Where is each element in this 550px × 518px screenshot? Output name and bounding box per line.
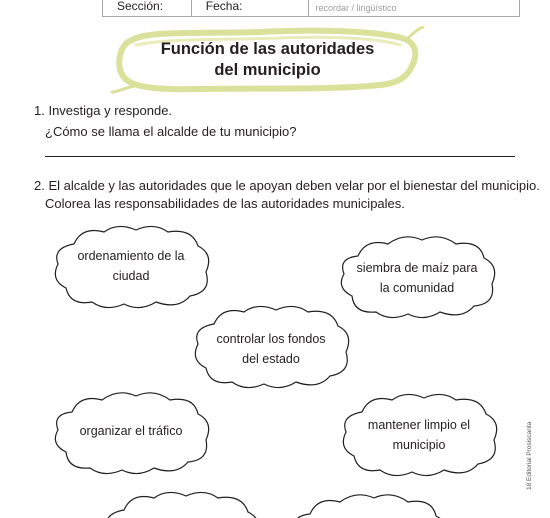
title-line-2: del municipio	[214, 61, 321, 79]
cloud-label-line-2: la comunidad	[379, 281, 455, 295]
cloud-label-line-1: controlar los fondos	[216, 332, 326, 346]
cloud-label-line-2: del estado	[242, 352, 300, 366]
cloud-controlar[interactable]	[186, 302, 356, 390]
cloud-label-line-2: ciudad	[112, 269, 150, 283]
publisher-credit: 18 Editorial Prosiscanta	[526, 421, 533, 490]
page-title	[140, 39, 395, 81]
cloud-label-line-2: municipio	[392, 438, 446, 452]
cloud-siembra[interactable]	[332, 232, 502, 320]
section-label: Sección:	[117, 0, 164, 13]
question-1-prompt: 1. Investiga y responde.	[34, 103, 173, 118]
skill-note: recordar / lingüístico	[315, 3, 397, 13]
cloud-trafico[interactable]	[46, 388, 216, 476]
section-cell	[103, 0, 192, 16]
cloud-label-line-1: organizar el tráfico	[79, 424, 183, 438]
question-2-sub: Colorea las responsabilidades de las autoridades municipales.	[45, 196, 405, 211]
answer-line[interactable]	[45, 156, 515, 157]
cloud-label-line-1: ordenamiento de la	[77, 249, 185, 263]
cloud-shape	[284, 490, 454, 518]
skill-cell	[309, 0, 519, 16]
cloud-partial-left[interactable]	[96, 488, 266, 518]
title-line-1: Función de las autoridades	[160, 40, 375, 58]
date-cell	[192, 0, 309, 16]
cloud-partial-right[interactable]	[284, 490, 454, 518]
cloud-label-line-1: siembra de maíz para	[356, 261, 478, 275]
question-1-sub: ¿Cómo se llama el alcalde de tu municipio?	[45, 124, 297, 139]
date-label: Fecha:	[205, 0, 243, 13]
title-banner	[110, 26, 425, 94]
cloud-label-line-1: mantener limpio el	[367, 418, 471, 432]
cloud-shape	[96, 488, 266, 518]
question-2-prompt: 2. El alcalde y las autoridades que le apoyan deben velar por el bienestar del municipio.	[34, 178, 540, 193]
cloud-ordenamiento[interactable]	[46, 222, 216, 310]
cloud-mantener[interactable]	[334, 390, 504, 478]
header-table	[102, 0, 520, 17]
